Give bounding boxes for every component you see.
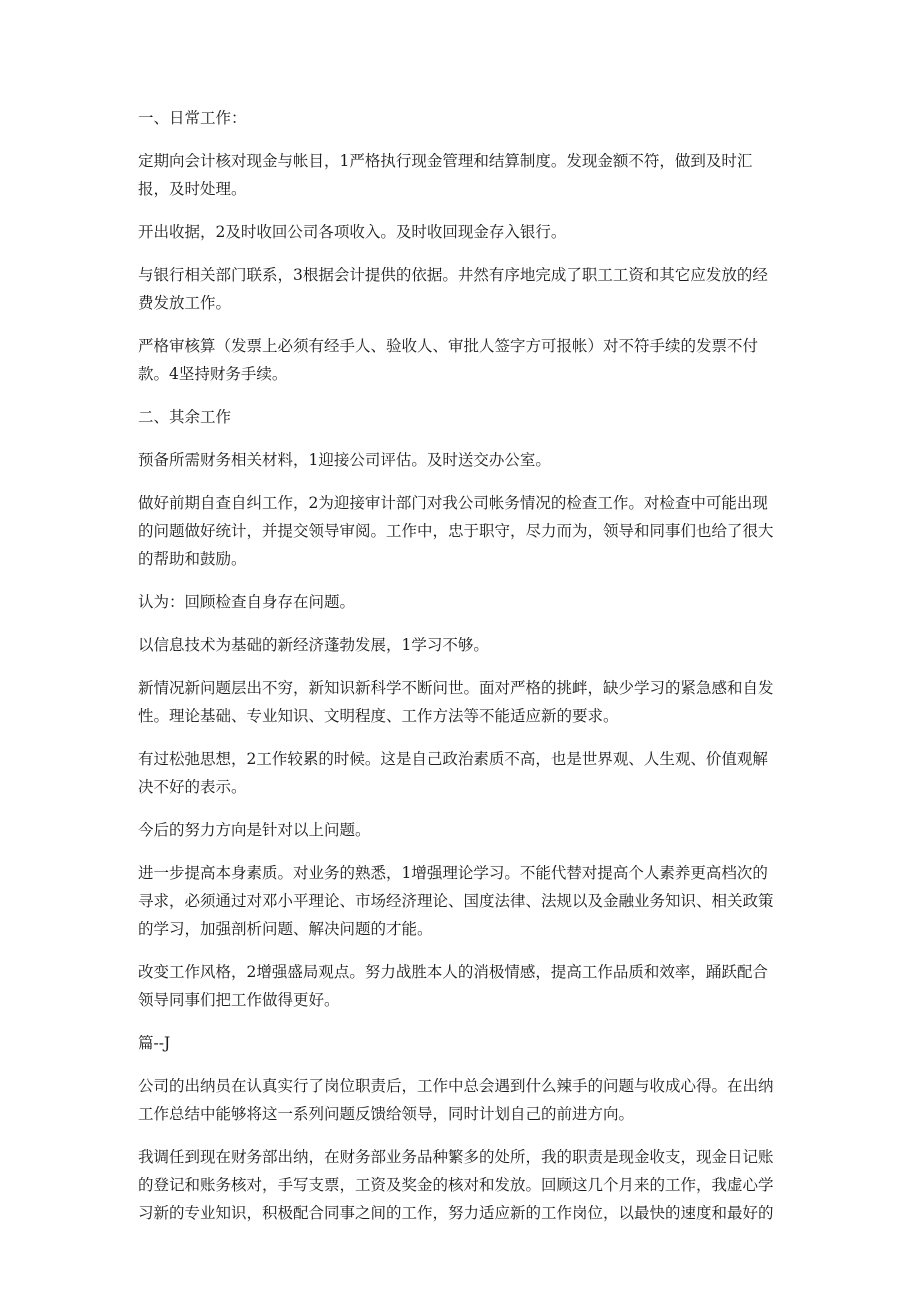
paragraph: 以信息技术为基础的新经济蓬勃发展，1学习不够。 bbox=[138, 636, 489, 654]
paragraph: 新情况新问题层出不穷，新知识新科学不断问世。面对严格的挑衅，缺少学习的紧急感和自发性。理论基础、专业知识、文明程度、工作方法等不能适应新的要求。 bbox=[138, 679, 774, 725]
section-heading-part: 篇--J bbox=[138, 1034, 171, 1052]
paragraph: 认为：回顾检查自身存在问题。 bbox=[138, 593, 356, 611]
section-heading-other-work: 二、其余工作 bbox=[138, 408, 232, 426]
paragraph: 公司的出纳员在认真实行了岗位职责后，工作中总会遇到什么辣手的问题与收成心得。在出纳工作总结中能够将这一系列问题反馈给领导，同时计划自己的前进方向。 bbox=[138, 1077, 774, 1123]
paragraph: 今后的努力方向是针对以上问题。 bbox=[138, 821, 371, 839]
paragraph: 有过松弛思想，2工作较累的时候。这是自己政治素质不高，也是世界观、人生观、价值观解决不好的表示。 bbox=[138, 750, 768, 796]
document-body bbox=[138, 104, 780, 1242]
paragraph: 进一步提高本身素质。对业务的熟悉，1增强理论学习。不能代替对提高个人素养更高档次的寻求，必须通过对邓小平理论、市场经济理论、国度法律、法规以及金融业务知识、相关政策的学习，加强剖析问题、解决问题的才能。 bbox=[138, 864, 774, 938]
paragraph: 我调任到现在财务部出纳，在财务部业务品种繁多的处所，我的职责是现金收支，现金日记账的登记和账务核对，手写支票，工资及奖金的核对和发放。回顾这几个月来的工作，我虚心学习新的专业知识，积极配合同事之间的工作，努力适应新的工作岗位，以最快的速度和最好的 bbox=[138, 1148, 774, 1222]
paragraph: 预备所需财务相关材料，1迎接公司评估。及时送交办公室。 bbox=[138, 451, 551, 469]
paragraph: 改变工作风格，2增强盛局观点。努力战胜本人的消极情感，提高工作品质和效率，踊跃配合领导同事们把工作做得更好。 bbox=[138, 963, 768, 1009]
paragraph: 严格审核算（发票上必须有经手人、验收人、审批人签字方可报帐）对不符手续的发票不付款。4坚持财务手续。 bbox=[138, 337, 759, 383]
paragraph: 开出收据，2及时收回公司各项收入。及时收回现金存入银行。 bbox=[138, 223, 567, 241]
paragraph: 定期向会计核对现金与帐目，1严格执行现金管理和结算制度。发现金额不符，做到及时汇报，及时处理。 bbox=[138, 152, 753, 198]
paragraph: 做好前期自查自纠工作，2为迎接审计部门对我公司帐务情况的检查工作。对检查中可能出现的问题做好统计，并提交领导审阅。工作中，忠于职守，尽力而为，领导和同事们也给了很大的帮助和鼓励。 bbox=[138, 494, 774, 568]
section-heading-daily-work: 一、日常工作： bbox=[138, 109, 247, 127]
paragraph: 与银行相关部门联系，3根据会计提供的依据。井然有序地完成了职工工资和其它应发放的经费发放工作。 bbox=[138, 266, 768, 312]
